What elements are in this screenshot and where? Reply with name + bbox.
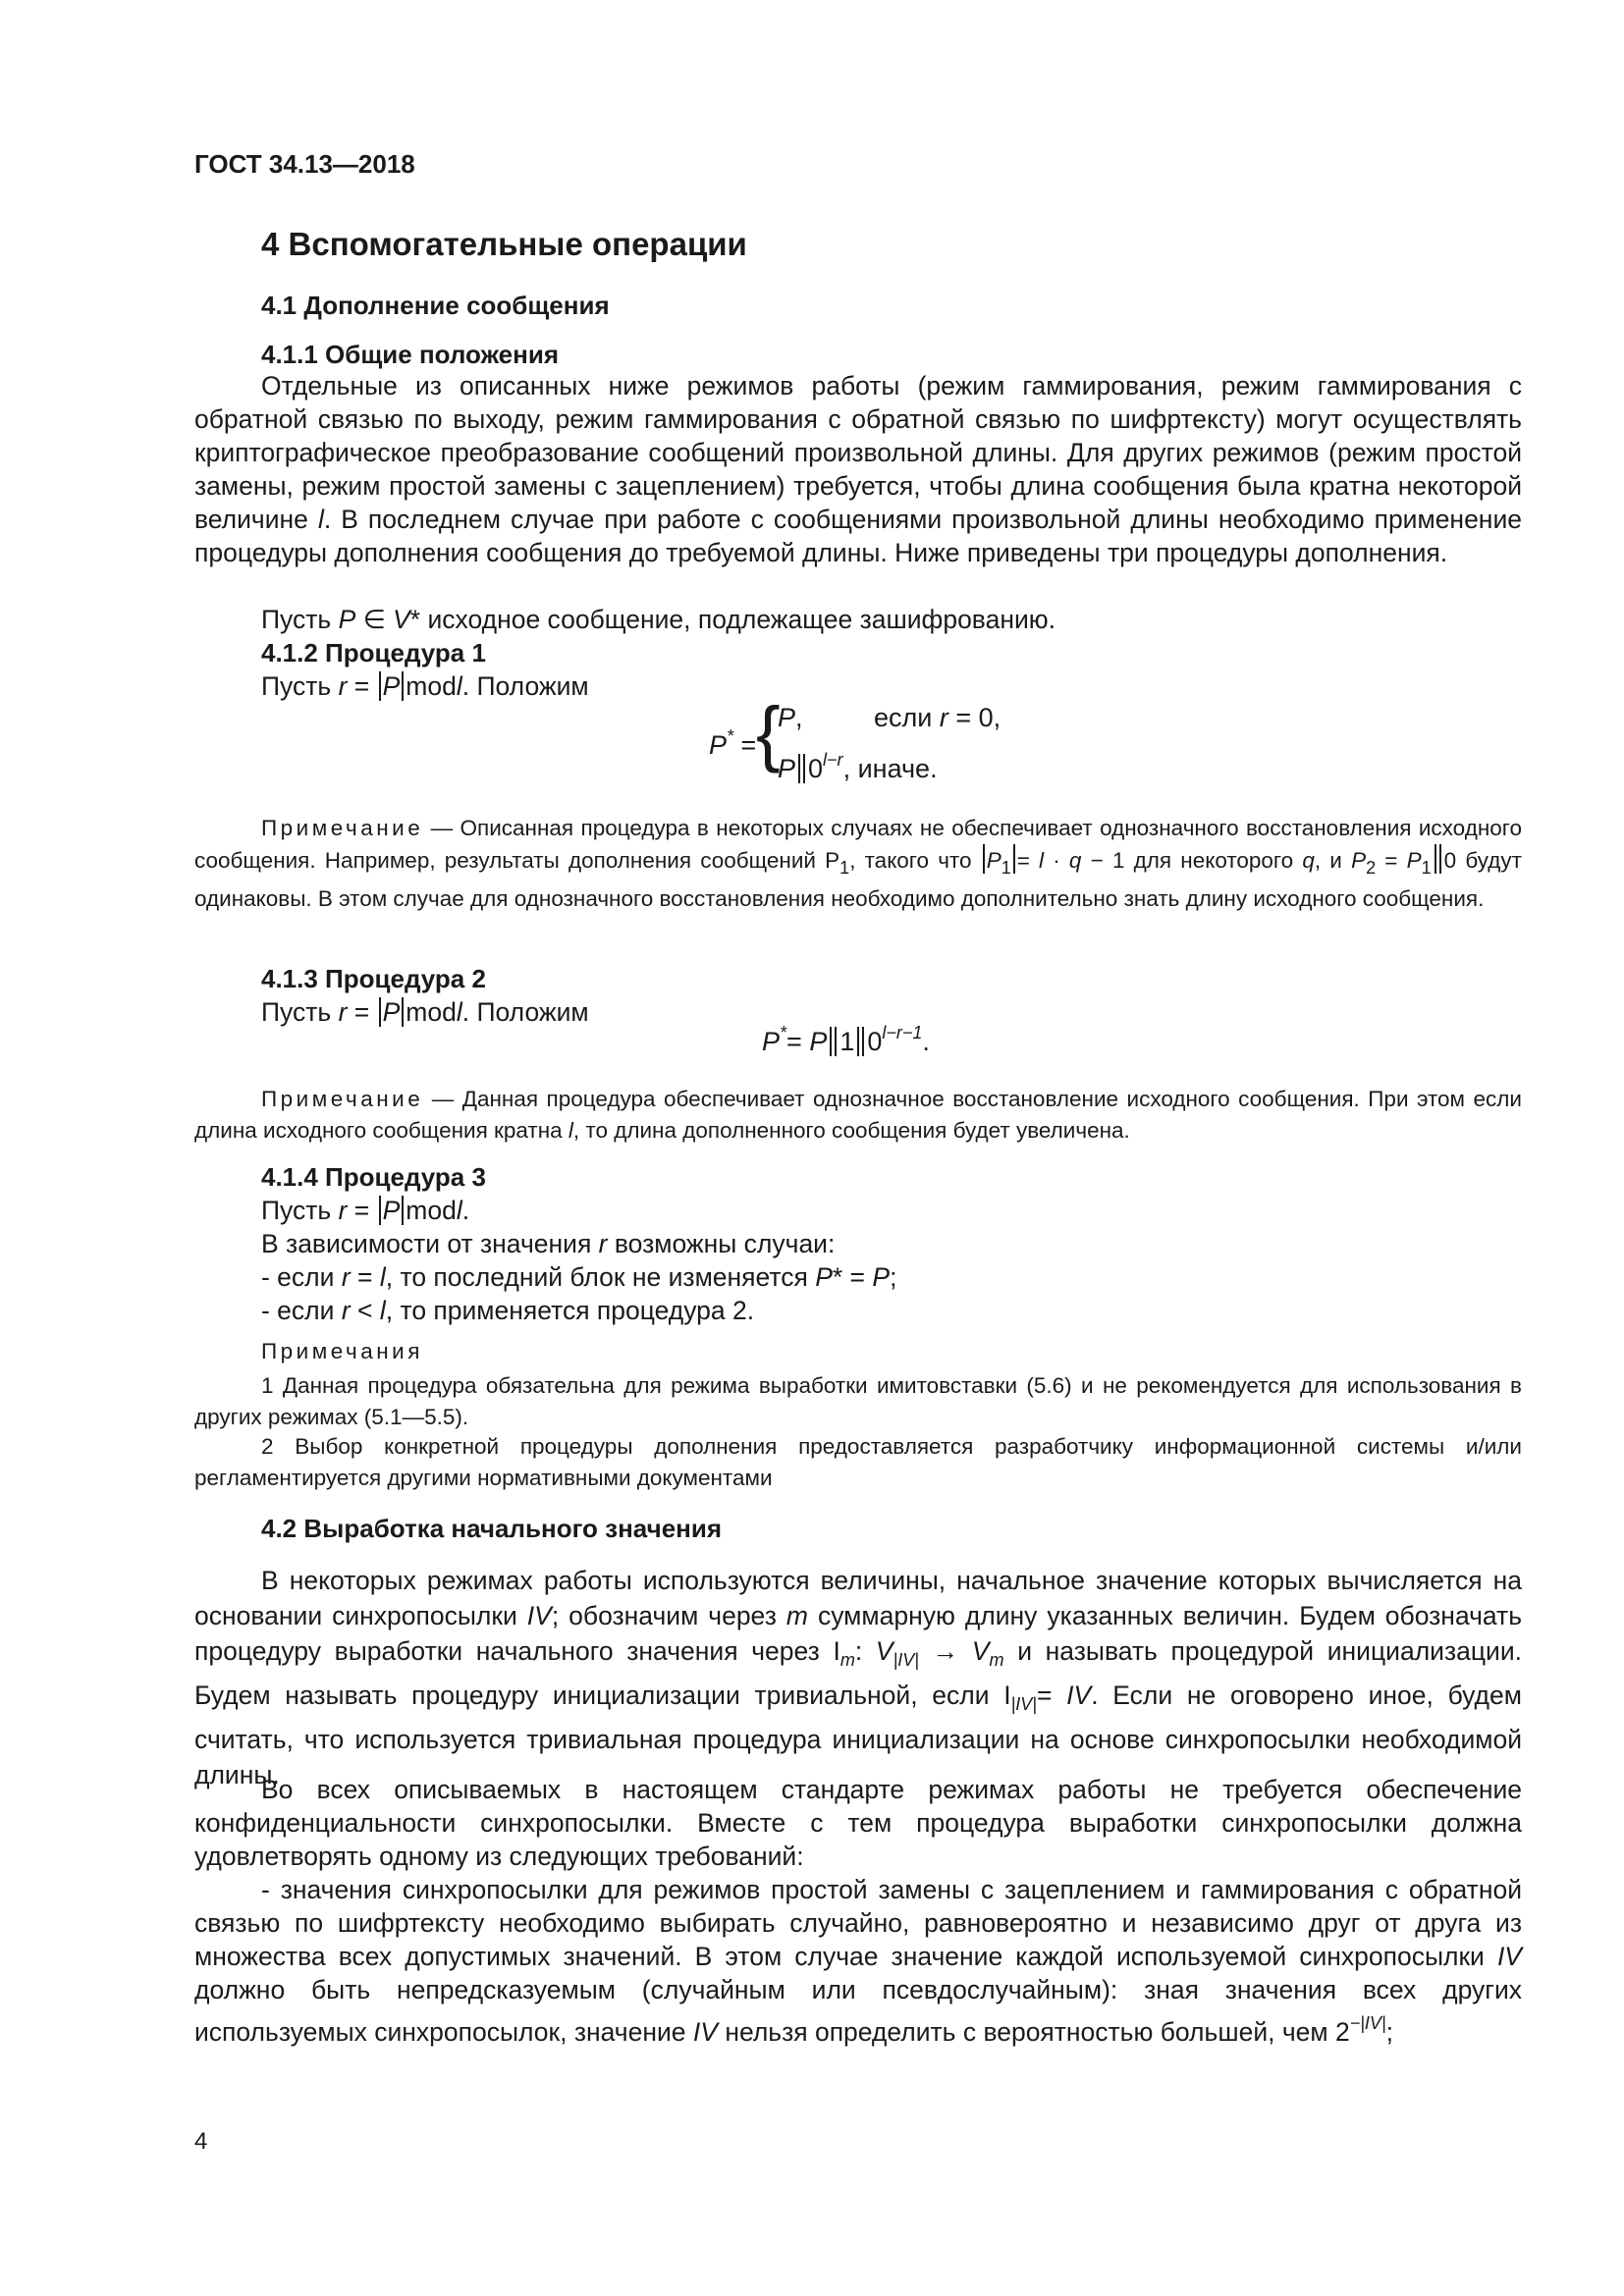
note-procedure-2: Примечание — Данная процедура обеспечивает однозначное восстановление исходного сообщения. При этом если длина исходного сообщения кратна l, то длина дополненного сообщения будет увеличена. (194, 1087, 1522, 1143)
paragraph-4-1-1-b: Пусть P ∈ V* исходное сообщение, подлежащее зашифрованию. (261, 605, 1056, 634)
procedure-3-cases-intro: В зависимости от значения r возможны случаи: (261, 1229, 836, 1258)
paragraph-4-2-a: В некоторых режимах работы используются величины, начальное значение которых вычисляется на основании синхропосылки IV; обозначим через m суммарную длину указанных величин. Будем обозначать процедуру выработки начального значения через $I_m$: $V_{|IV|} \to V_m$ и называть процедурой инициализации. Будем называть процедуру инициализации тривиальной, если $I_{|IV|}=$ IV. Если не оговорено иное, будем считать, что используется тривиальная процедура инициализации на основе синхропосылки необходимой длины. (194, 1566, 1523, 1789)
notes-label: Примечания (261, 1339, 423, 1363)
paragraph-4-2-c: - значения синхропосылки для режимов простой замены с зацеплением и гаммирования с обратной связью по шифртексту необходимо выбирать случайно, равновероятно и независимо друг от друга из множества всех допустимых значений. В этом случае значение каждой используемой синхропосылки IV должно быть непредсказуемым (случайным или псевдослучайным): зная значения всех других используемых синхропосылок, значение IV нельзя определить с вероятностью большей, чем $2^{-|IV|}$; (194, 1875, 1522, 2047)
procedure-1-definition: Пусть r = P modl. Положим (261, 671, 589, 701)
procedure-2-definition: Пусть r = P modl. Положим (261, 997, 589, 1027)
section-4-1-3-title: 4.1.3 Процедура 2 (261, 964, 486, 993)
document-page: ГОСТ 34.13—2018 4 Вспомогательные операции 4.1 Дополнение сообщения 4.1.1 Общие положения Отдельные из описанных ниже режимов работы (режим гаммирования, режим гаммирования с обратной связью по выходу, режим гаммирования с обратной связью по шифртексту) могут осуществлять криптографическое преобразование сообщений произвольной длины. Для других режимов (режим простой замены, режим простой замены с зацеплением) требуется, чтобы длина сообщения была кратна некоторой величине l. В последнем случае при работе с сообщениями произвольной длины необходимо применение процедуры дополнения сообщения до требуемой длины. Ниже приведены три процедуры дополнения. Пусть P ∈ V* исходное сообщение, подлежащее зашифрованию. 4.1.2 Процедура 1 Пусть r = P modl. Положим P* = { P, если r = 0, P $0^{l-r}$, иначе. Примечание — Описанная процедура в некоторых случаях не обеспечивает однозначного восстановления исходного сообщения. Например, результаты дополнения сообщений $P_1$, такого что $P_1 = l \cdot q - 1$ для некоторого q, и $P_2 = P_1$ 0 будут одинаковы. В этом случае для однозначного восстановления необходимо дополнительно знать длину исходного сообщения. 4.1.3 Процедура 2 Пусть r = P modl. Положим P*= P 1 $0^{l-r-1}$. Примечание — Данная процедура обеспечивает однозначное восстановление исходного сообщения. При этом если длина исходного сообщения кратна l, то длина дополненного сообщения будет увеличена. 4.1.4 Процедура 3 Пусть r = P modl. В зависимости от значения r возможны случаи: - если r = l, то последний блок не изменяется P* = P; - если r < l, то применяется процедура 2. Примечания 1 Данная процедура обязательна для режима выработки имитовставки (5.6) и не рекомендуется для использования в других режимах (5.1—5.5). 2 Выбор конкретной процедуры дополнения предоставляется разработчику информационной системы и/или регламентируется другими нормативными документами 4.2 Выработка начального значения В некоторых режимах работы используются величины, начальное значение которых вычисляется на основании синхропосылки IV; обозначим через m суммарную длину указанных величин. Будем обозначать процедуру выработки начального значения через $I_m$: $V_{|IV|} \to V_m$ и называть процедурой инициализации. Будем называть процедуру инициализации тривиальной, если $I_{|IV|}=$ IV. Если не оговорено иное, будем считать, что используется тривиальная процедура инициализации на основе синхропосылки необходимой длины. Во всех описываемых в настоящем стандарте режимах работы не требуется обеспечение конфиденциальности синхропосылки. Вместе с тем процедура выработки синхропосылки должна удовлетворять одному из следующих требований: - значения синхропосылки для режимов простой замены с зацеплением и гаммирования с обратной связью по шифртексту необходимо выбирать случайно, равновероятно и независимо друг от друга из множества всех допустимых значений. В этом случае значение каждой используемой синхропосылки IV должно быть непредсказуемым (случайным или псевдослучайным): зная значения всех других используемых синхропосылок, значение IV нельзя определить с вероятностью большей, чем $2^{-|IV|}$; 4 (194, 149, 1523, 2155)
procedure-3-definition: Пусть r = P modl. (261, 1196, 470, 1225)
section-4-1-4-title: 4.1.4 Процедура 3 (261, 1162, 486, 1192)
paragraph-4-1-1-a: Отдельные из описанных ниже режимов работы (режим гаммирования, режим гаммирования с обратной связью по выходу, режим гаммирования с обратной связью по шифртексту) могут осуществлять криптографическое преобразование сообщений произвольной длины. Для других режимов (режим простой замены, режим простой замены с зацеплением) требуется, чтобы длина сообщения была кратна некоторой величине l. В последнем случае при работе с сообщениями произвольной длины необходимо применение процедуры дополнения сообщения до требуемой длины. Ниже приведены три процедуры дополнения. (194, 371, 1522, 567)
standard-code: ГОСТ 34.13—2018 (194, 149, 415, 179)
section-4-1-1-title: 4.1.1 Общие положения (261, 340, 559, 369)
section-4-1-2-title: 4.1.2 Процедура 1 (261, 638, 486, 667)
note-procedure-1: Примечание — Описанная процедура в некоторых случаях не обеспечивает однозначного восстановления исходного сообщения. Например, результаты дополнения сообщений $P_1$, такого что $P_1 = l \cdot q - 1$ для некоторого q, и $P_2 = P_1$ 0 будут одинаковы. В этом случае для однозначного восстановления необходимо дополнительно знать длину исходного сообщения. (194, 816, 1522, 911)
note-2: 2 Выбор конкретной процедуры дополнения предоставляется разработчику информационной системы и/или регламентируется другими нормативными документами (194, 1434, 1522, 1490)
section-4-title: 4 Вспомогательные операции (261, 226, 747, 262)
procedure-3-case-1: - если r = l, то последний блок не изменяется P* = P; (261, 1262, 897, 1292)
paragraph-4-2-b: Во всех описываемых в настоящем стандарте режимах работы не требуется обеспечение конфиденциальности синхропосылки. Вместе с тем процедура выработки синхропосылки должна удовлетворять одному из следующих требований: (194, 1775, 1522, 1871)
section-4-2-title: 4.2 Выработка начального значения (261, 1514, 723, 1543)
formula-procedure-2: P*= P 1 $0^{l-r-1}$. (762, 1023, 930, 1056)
section-4-1-title: 4.1 Дополнение сообщения (261, 291, 610, 320)
note-1: 1 Данная процедура обязательна для режима выработки имитовставки (5.6) и не рекомендуется для использования в других режимах (5.1—5.5). (194, 1373, 1522, 1429)
procedure-3-case-2: - если r < l, то применяется процедура 2. (261, 1296, 755, 1325)
page-number: 4 (194, 2128, 208, 2155)
